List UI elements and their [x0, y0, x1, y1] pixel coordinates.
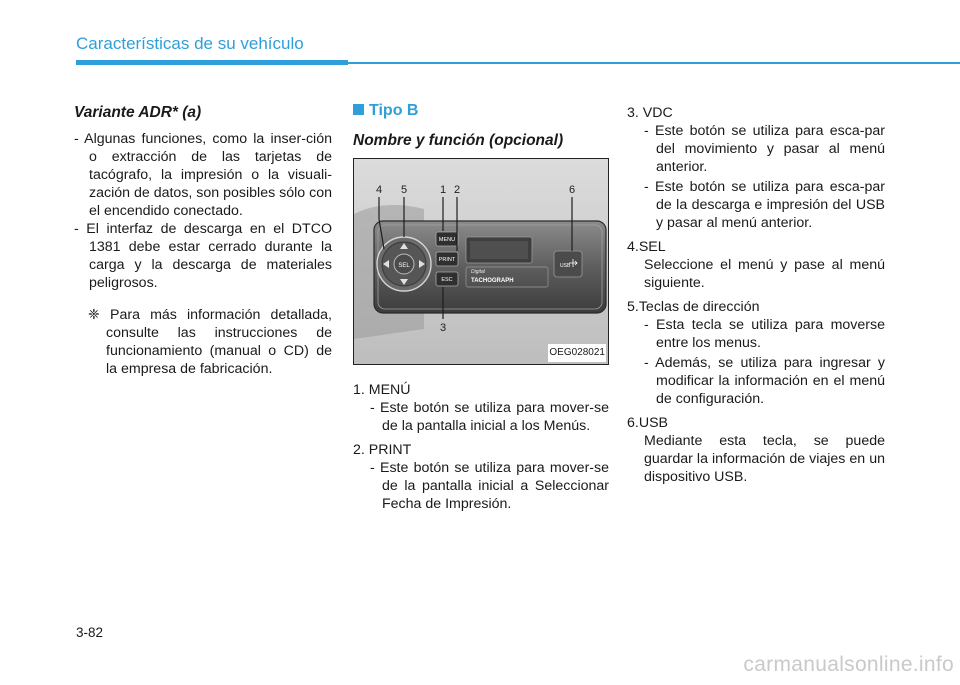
callout-6: 6: [568, 184, 576, 196]
callout-2: 2: [453, 184, 461, 196]
menu-button-label: MENU: [438, 237, 456, 243]
tachograph-illustration: [354, 159, 608, 364]
item-print: [353, 441, 609, 513]
item-text: Mediante esta tecla, se puede guardar la información de viajes en un dispositivo USB.: [644, 433, 885, 485]
item-menu: [353, 381, 609, 435]
item-title: 6.USB: [627, 415, 669, 431]
item-line: - Esta tecla se utiliza para moverse entre los menus.: [644, 317, 885, 351]
sel-label: SEL: [398, 263, 410, 269]
item-title: 3. VDC: [627, 105, 673, 121]
column-3: [627, 104, 885, 488]
item-title: 4.SEL: [627, 239, 666, 255]
tachograph-figure: [353, 158, 609, 365]
item-text: Seleccione el menú y pase al menú siguiente.: [644, 257, 885, 291]
esc-button-label: ESC: [441, 277, 453, 283]
item-title: 5.Teclas de dirección: [627, 299, 760, 315]
item-line: - Este botón se utiliza para esca-par de la descarga e impresión del USB y pasar al menú anterior.: [644, 179, 885, 231]
column-2: [353, 104, 609, 515]
callout-5: 5: [400, 184, 408, 196]
callout-1: 1: [439, 184, 447, 196]
figure-code: OEG028021: [548, 344, 606, 362]
variant-subtitle: Variante ADR* (a): [74, 104, 202, 121]
header-rule-thin: [348, 62, 960, 64]
section-tipo-b-label: Tipo B: [369, 102, 419, 119]
item-title: 2. PRINT: [353, 442, 412, 458]
item-line: - Además, se utiliza para ingresar y modificar la información en el menú de configuración.: [644, 355, 885, 407]
callout-4: 4: [375, 184, 383, 196]
print-button-label: PRINT: [438, 257, 456, 263]
brand-small-label: Digital: [471, 269, 485, 275]
bullet-item: - Algunas funciones, como la inser-ción o extracción de las tarjetas de tacógrafo, la impresión o la visuali-zación de datos, son posibles sólo con el encendido conectado.: [74, 131, 332, 219]
item-line: - Este botón se utiliza para esca-par del movimiento y pasar al menú anterior.: [644, 123, 885, 175]
column-1: [74, 104, 332, 378]
item-sel: [627, 238, 885, 292]
watermark: carmanualsonline.info: [743, 653, 954, 676]
usb-label: USB: [560, 263, 571, 269]
item-usb: [627, 414, 885, 486]
item-vdc: [627, 104, 885, 232]
item-line: - Este botón se utiliza para mover-se de la pantalla inicial a Seleccionar Fecha de Impresión.: [370, 460, 609, 512]
figure-subtitle: Nombre y función (opcional): [353, 132, 564, 149]
item-line: - Este botón se utiliza para mover-se de la pantalla inicial a los Menús.: [370, 400, 609, 434]
item-direction-keys: [627, 298, 885, 408]
item-title: 1. MENÚ: [353, 382, 411, 398]
callout-3: 3: [439, 322, 447, 334]
section-header: Características de su vehículo: [76, 34, 304, 53]
bullet-item: - El interfaz de descarga en el DTCO 1381 debe estar cerrado durante la carga y la descarga de materiales peligrosos.: [74, 221, 332, 291]
square-bullet-icon: [353, 104, 364, 115]
info-note: ❈ Para más información detallada, consulte las instrucciones de funcionamiento (manual o CD) de la empresa de fabricación.: [88, 307, 332, 377]
header-rule-thick: [76, 60, 348, 65]
brand-label: TACHOGRAPH: [471, 278, 514, 284]
section-tipo-b: [353, 102, 609, 120]
page-number: 3-82: [76, 625, 104, 640]
